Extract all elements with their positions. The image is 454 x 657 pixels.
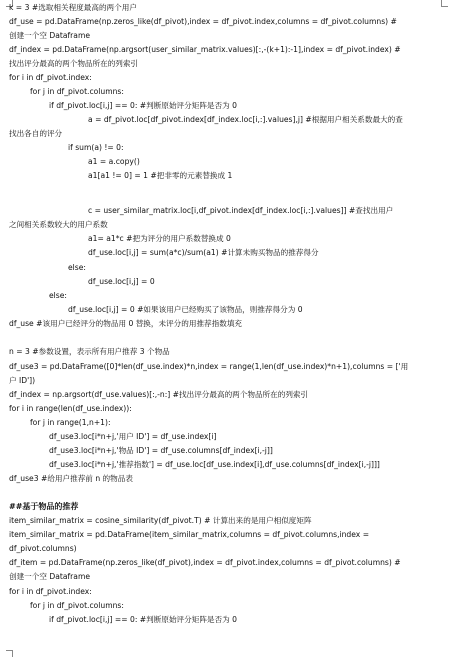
code-comment-line: 之间相关系数较大的用户系数 <box>9 220 108 229</box>
code-line: df_use.loc[i,j] = sum(a*c)/sum(a1) #计算未购买物品的推荐得分 <box>88 248 319 257</box>
code-line: for j in df_pivot.columns: <box>30 601 124 610</box>
code-line: df_use3.loc[i*n+j,'用户 ID'] = df_use.index[i] <box>49 432 217 441</box>
code-line: for i in df_pivot.index: <box>9 587 92 596</box>
code-line: df_use #该用户已经评分的物品用 0 替换，未评分的用推荐指数填充 <box>9 319 243 328</box>
code-line: k = 3 #选取相关程度最高的两个用户 <box>9 3 137 12</box>
code-line: else: <box>49 291 67 300</box>
code-line: for j in range(1,n+1): <box>30 418 111 427</box>
code-comment-line: 创建一个空 Dataframe <box>9 572 91 581</box>
code-line: a1[a1 != 0] = 1 #把非零的元素替换成 1 <box>88 171 233 180</box>
code-line: else: <box>68 263 86 272</box>
code-line: df_use.loc[i,j] = 0 #如果该用户已经购买了该物品，则推荐得分为 0 <box>68 305 303 314</box>
code-line: df_item = pd.DataFrame(np.zeros_like(df_pivot),index = df_pivot.index,columns = df_pivot.columns) # <box>9 558 401 567</box>
code-line: for i in range(len(df_use.index)): <box>9 404 132 413</box>
code-line: df_index = pd.DataFrame(np.argsort(user_similar_matrix.values)[:,-(k+1):-1],index = df_pivot.index) # <box>9 45 401 54</box>
page-corner-mark-bottom-left <box>6 650 13 657</box>
code-line: for j in df_pivot.columns: <box>30 87 124 96</box>
code-line: a1 = a.copy() <box>88 157 140 166</box>
code-line: a = df_pivot.loc[df_pivot.index[df_index.loc[i,:].values],j] #根据用户相关系数最大的查 <box>88 115 403 124</box>
code-line: df_use3.loc[i*n+j,'物品 ID'] = df_use.columns[df_index[i,-j]] <box>49 446 273 455</box>
code-comment-line: 找出评分最高的两个物品所在的列索引 <box>9 59 139 68</box>
code-line: df_use3 #给用户推荐前 n 的物品表 <box>9 474 133 483</box>
code-line: df_use.loc[i,j] = 0 <box>88 277 155 286</box>
code-line: if df_pivot.loc[i,j] == 0: #判断原始评分矩阵是否为 0 <box>49 101 237 110</box>
code-line: if sum(a) != 0: <box>68 143 124 152</box>
code-comment-line: 创建一个空 Dataframe <box>9 31 91 40</box>
code-comment-line: 找出各自的评分 <box>9 129 63 138</box>
code-line: n = 3 #参数设置，表示所有用户推荐 3 个物品 <box>9 347 170 356</box>
code-line: df_index = np.argsort(df_use.values)[:,-n:] #找出评分最高的两个物品所在的列索引 <box>9 390 309 399</box>
code-line: df_use3.loc[i*n+j,'推荐指数'] = df_use.loc[df_use.index[i],df_use.columns[df_index[i,-j]]] <box>49 460 380 469</box>
code-line: if df_pivot.loc[i,j] == 0: #判断原始评分矩阵是否为 0 <box>49 615 237 624</box>
code-line: a1= a1*c #把为评分的用户系数替换成 0 <box>88 234 231 243</box>
page-corner-mark-top-right <box>441 0 448 7</box>
code-line: for i in df_pivot.index: <box>9 73 92 82</box>
section-heading: ##基于物品的推荐 <box>9 502 79 511</box>
code-line: item_similar_matrix = pd.DataFrame(item_similar_matrix,columns = df_pivot.columns,index = <box>9 530 370 539</box>
code-line: df_use = pd.DataFrame(np.zeros_like(df_pivot),index = df_pivot.index,columns = df_pivot.columns) # <box>9 17 397 26</box>
code-line: 户 ID']) <box>9 376 36 385</box>
code-line: c = user_similar_matrix.loc[i,df_pivot.index[df_index.loc[i,:].values]] #查找出用户 <box>88 206 394 215</box>
code-line: item_similar_matrix = cosine_similarity(df_pivot.T) # 计算出来的是用户相似度矩阵 <box>9 516 312 525</box>
code-line: df_use3 = pd.DataFrame([0]*len(df_use.index)*n,index = range(1,len(df_use.index)*n+1),columns = ['用 <box>9 362 409 371</box>
code-line: df_pivot.columns) <box>9 544 77 553</box>
